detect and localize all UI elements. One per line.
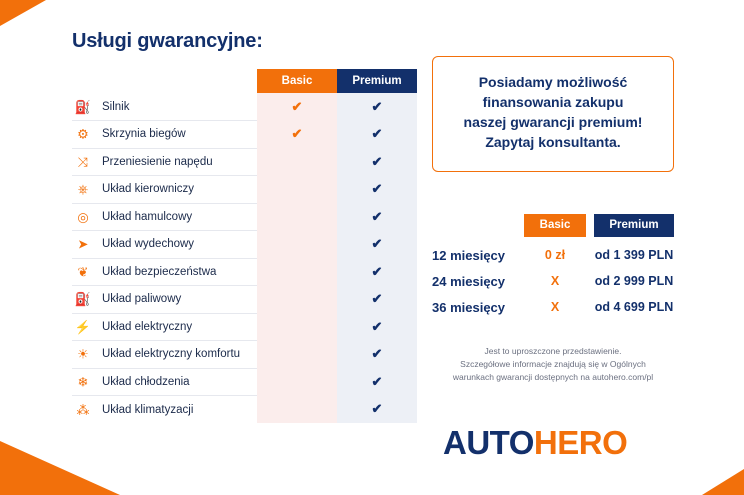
logo-auto: AUTO — [443, 424, 534, 461]
basic-cell — [257, 176, 337, 204]
service-label: Skrzynia biegów — [102, 128, 186, 141]
service-label-cell — [72, 203, 257, 231]
basic-cell — [257, 148, 337, 176]
pricing-basic-value: X — [550, 300, 560, 314]
service-label-cell — [72, 176, 257, 204]
pricing-premium-value: od 2 999 PLN — [594, 274, 674, 288]
right-panel — [432, 56, 674, 384]
drivetrain-icon: ⤨ — [77, 154, 89, 170]
premium-cell: ✔ — [337, 121, 417, 149]
pricing-premium-value: od 4 699 PLN — [594, 300, 674, 314]
service-label: Układ klimatyzacji — [102, 403, 194, 416]
premium-cell: ✔ — [337, 176, 417, 204]
table-row — [72, 176, 417, 204]
pricing-duration: 24 miesięcy — [432, 273, 506, 289]
corner-decoration-bottom-left — [0, 441, 120, 495]
disclaimer — [432, 345, 674, 385]
table-row — [72, 258, 417, 286]
ac-icon: ⁂ — [76, 402, 90, 417]
promo-line-2: finansowania zakupu — [482, 93, 624, 110]
corner-decoration-bottom-right — [702, 469, 744, 495]
pricing-duration: 36 miesięcy — [432, 299, 506, 315]
promo-line-1: Posiadamy możliwość — [478, 74, 628, 90]
pricing-duration: 12 miesięcy — [432, 247, 506, 263]
pricing-header-row — [432, 214, 674, 237]
cooling-icon: ❄ — [77, 374, 89, 390]
table-row — [72, 121, 417, 149]
service-label: Układ bezpieczeństwa — [102, 265, 217, 278]
table-row — [72, 231, 417, 259]
promo-line-3: naszej gwarancji premium! — [463, 113, 643, 130]
service-label-cell — [72, 368, 257, 396]
page-title: Usługi gwarancyjne: — [72, 30, 263, 52]
services-panel — [72, 30, 417, 423]
table-row — [72, 203, 417, 231]
service-label-cell — [72, 313, 257, 341]
basic-cell: ✔ — [257, 93, 337, 121]
basic-cell — [257, 203, 337, 231]
premium-cell: ✔ — [337, 313, 417, 341]
service-label-cell — [72, 231, 257, 259]
fuel-icon: ⛽ — [74, 291, 92, 307]
pricing-basic-value: X — [550, 274, 560, 288]
pricing-row — [432, 300, 674, 315]
corner-decoration-top-left — [0, 0, 46, 26]
disclaimer-line-1: Jest to uproszczone przedstawienie. — [484, 345, 622, 356]
pricing-header-premium: Premium — [594, 214, 674, 237]
premium-cell: ✔ — [337, 93, 417, 121]
service-label: Przeniesienie napędu — [102, 155, 213, 168]
premium-cell: ✔ — [337, 258, 417, 286]
services-table — [72, 69, 417, 423]
pricing-row — [432, 248, 674, 263]
premium-cell: ✔ — [337, 341, 417, 369]
basic-cell: ✔ — [257, 121, 337, 149]
service-label: Układ wydechowy — [102, 238, 195, 251]
table-row — [72, 93, 417, 121]
logo-hero: HERO — [533, 424, 628, 461]
service-label-cell — [72, 396, 257, 424]
table-header-row — [72, 69, 417, 93]
premium-cell: ✔ — [337, 396, 417, 424]
brakes-icon: ◎ — [77, 209, 89, 225]
service-label: Układ elektryczny komfortu — [102, 348, 241, 361]
autohero-logo — [443, 424, 627, 462]
pricing-header-basic: Basic — [524, 214, 586, 237]
table-row — [72, 286, 417, 314]
header-premium: Premium — [337, 69, 417, 93]
service-label-cell — [72, 93, 257, 121]
pricing-row — [432, 274, 674, 289]
service-label-cell — [72, 341, 257, 369]
premium-cell: ✔ — [337, 148, 417, 176]
service-label: Układ chłodzenia — [102, 375, 190, 388]
disclaimer-line-3: warunkach gwarancji dostępnych na autohero.com/pl — [452, 371, 654, 382]
premium-cell: ✔ — [337, 368, 417, 396]
premium-cell: ✔ — [337, 286, 417, 314]
electrical-icon: ⚡ — [74, 319, 92, 335]
table-row — [72, 313, 417, 341]
service-label: Silnik — [102, 100, 130, 113]
safety-icon: ❦ — [77, 264, 89, 280]
disclaimer-line-2: Szczegółowe informacje znajdują się w Ogólnych — [460, 358, 646, 369]
table-row — [72, 341, 417, 369]
pricing-rows — [432, 248, 674, 315]
financing-promo-box — [432, 56, 674, 172]
basic-cell — [257, 231, 337, 259]
service-label-cell — [72, 258, 257, 286]
exhaust-icon: ➤ — [77, 236, 89, 252]
basic-cell — [257, 396, 337, 424]
pricing-basic-value: 0 zł — [544, 248, 566, 262]
table-row — [72, 148, 417, 176]
engine-icon: ⛽ — [74, 99, 92, 114]
service-label: Układ paliwowy — [102, 293, 182, 306]
gearbox-icon: ⚙ — [77, 126, 89, 142]
service-label-cell — [72, 148, 257, 176]
premium-cell: ✔ — [337, 203, 417, 231]
service-label: Układ elektryczny — [102, 320, 193, 333]
basic-cell — [257, 313, 337, 341]
basic-cell — [257, 368, 337, 396]
basic-cell — [257, 341, 337, 369]
header-basic: Basic — [257, 69, 337, 93]
steering-icon: ⎈ — [77, 181, 89, 197]
table-row — [72, 368, 417, 396]
table-row — [72, 396, 417, 424]
comfort-elec-icon: ☀ — [77, 346, 89, 362]
service-label: Układ hamulcowy — [102, 210, 193, 223]
basic-cell — [257, 258, 337, 286]
service-label-cell — [72, 121, 257, 149]
pricing-premium-value: od 1 399 PLN — [594, 248, 674, 262]
service-label: Układ kierowniczy — [102, 183, 195, 196]
premium-cell: ✔ — [337, 231, 417, 259]
header-spacer — [72, 69, 257, 93]
promo-line-4: Zapytaj konsultanta. — [485, 133, 621, 150]
service-label-cell — [72, 286, 257, 314]
basic-cell — [257, 286, 337, 314]
